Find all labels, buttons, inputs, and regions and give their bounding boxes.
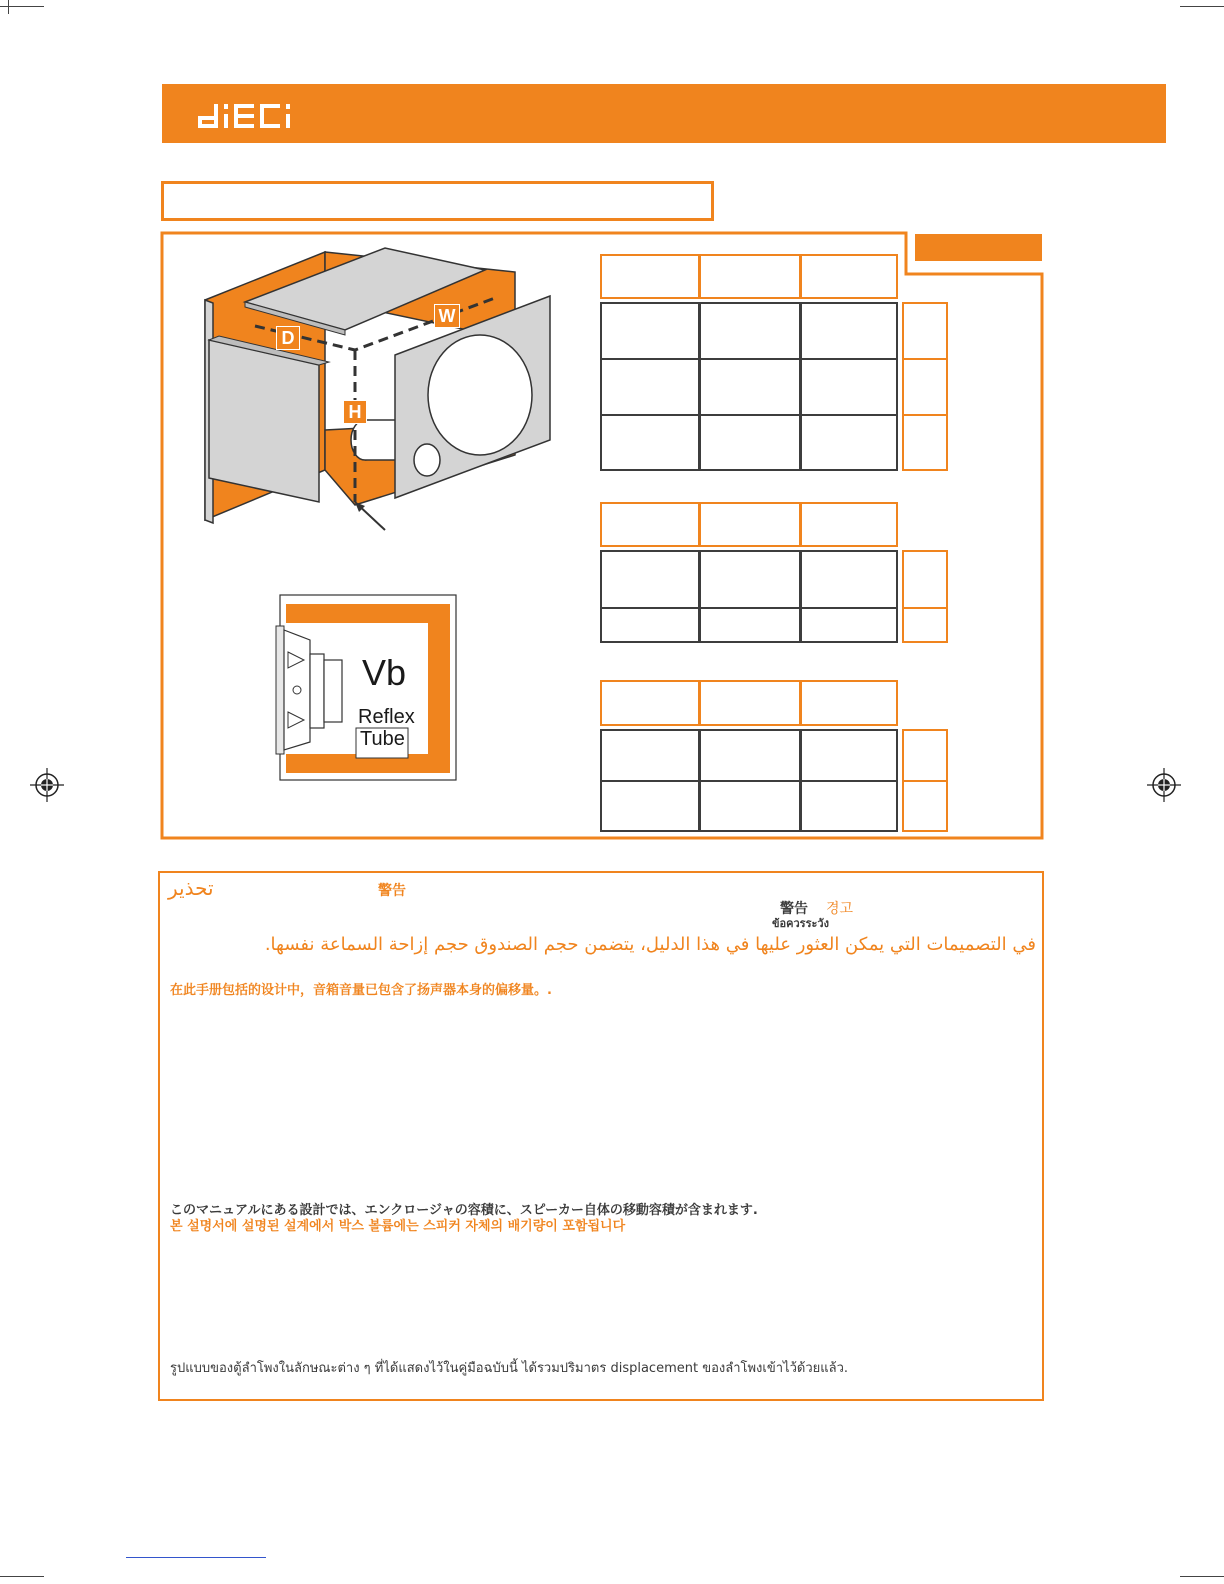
japanese-warning-text: このマニュアルにある設計では、エンクロージャの容積に、スピーカー自体の移動容積が含まれます. bbox=[170, 1203, 758, 1218]
unit-cell bbox=[902, 302, 948, 360]
crop-mark bbox=[0, 1576, 44, 1577]
crop-mark bbox=[1180, 6, 1224, 7]
table-cell bbox=[600, 414, 700, 471]
table-header-cell bbox=[699, 502, 801, 547]
crop-mark bbox=[0, 6, 44, 7]
table-cell bbox=[800, 550, 898, 609]
header-bar bbox=[162, 84, 1166, 143]
table-cell bbox=[800, 607, 898, 643]
tube-label: Tube bbox=[360, 728, 405, 750]
thai-warning-text: รูปแบบของตู้ลำโพงในลักษณะต่าง ๆ ที่ได้แสดงไว้ในคู่มือฉบับนี้ ได้รวมปริมาตร displacement ของลำโพงเข้าไว้ด้วยแล้ว. bbox=[170, 1361, 849, 1376]
table-cell bbox=[600, 729, 700, 782]
table-cell bbox=[699, 358, 801, 416]
unit-cell bbox=[902, 358, 948, 416]
section-title-box bbox=[161, 181, 714, 221]
registration-mark-icon bbox=[1147, 768, 1181, 802]
table-cell bbox=[699, 607, 801, 643]
table-cell bbox=[699, 729, 801, 782]
height-label: H bbox=[343, 400, 367, 424]
footer-rule bbox=[126, 1557, 266, 1558]
table-header-cell bbox=[699, 254, 801, 299]
depth-label: D bbox=[276, 326, 300, 350]
chinese-warning-title: 警告 bbox=[378, 883, 406, 899]
table-header-cell bbox=[699, 680, 801, 726]
thai-warning-title: ข้อควรระวัง bbox=[772, 917, 829, 930]
table-header-cell bbox=[600, 680, 700, 726]
registration-mark-icon bbox=[30, 768, 64, 802]
table-header-cell bbox=[800, 254, 898, 299]
arabic-warning-title: تحذير bbox=[168, 876, 214, 900]
table-header-cell bbox=[800, 502, 898, 547]
table-cell bbox=[800, 302, 898, 360]
crop-mark bbox=[8, 0, 9, 14]
model-tag bbox=[915, 234, 1042, 261]
table-cell bbox=[600, 302, 700, 360]
korean-warning-title: 경고 bbox=[826, 901, 854, 917]
table-cell bbox=[600, 607, 700, 643]
table-cell bbox=[800, 729, 898, 782]
unit-cell bbox=[902, 414, 948, 471]
korean-warning-text: 본 설명서에 설명된 설계에서 박스 볼륨에는 스피커 자체의 배기량이 포함됩니다 bbox=[170, 1219, 626, 1234]
table-cell bbox=[800, 358, 898, 416]
japanese-warning-title: 警告 bbox=[780, 901, 808, 917]
enclosure-3d-diagram bbox=[195, 240, 565, 540]
table-header-cell bbox=[600, 254, 700, 299]
table-cell bbox=[699, 550, 801, 609]
table-header-cell bbox=[800, 680, 898, 726]
reflex-label: Reflex bbox=[358, 706, 415, 728]
table-cell bbox=[600, 358, 700, 416]
unit-cell bbox=[902, 729, 948, 782]
chinese-warning-text: 在此手册包括的设计中，音箱音量已包含了扬声器本身的偏移量。. bbox=[170, 983, 552, 998]
width-label: W bbox=[434, 304, 460, 328]
unit-cell bbox=[902, 780, 948, 832]
table-cell bbox=[699, 414, 801, 471]
dieci-logo bbox=[196, 96, 336, 136]
crop-mark bbox=[1180, 1576, 1224, 1577]
table-header-cell bbox=[600, 502, 700, 547]
table-cell bbox=[800, 780, 898, 832]
unit-cell bbox=[902, 607, 948, 643]
table-cell bbox=[600, 550, 700, 609]
arabic-warning-text: في التصميمات التي يمكن العثور عليها في هذا الدليل، يتضمن حجم الصندوق حجم إزاحة السماعة نفسها. bbox=[264, 934, 1036, 955]
table-cell bbox=[699, 302, 801, 360]
volume-label: Vb bbox=[362, 652, 407, 693]
table-cell bbox=[600, 780, 700, 832]
unit-cell bbox=[902, 550, 948, 609]
table-cell bbox=[800, 414, 898, 471]
table-cell bbox=[699, 780, 801, 832]
